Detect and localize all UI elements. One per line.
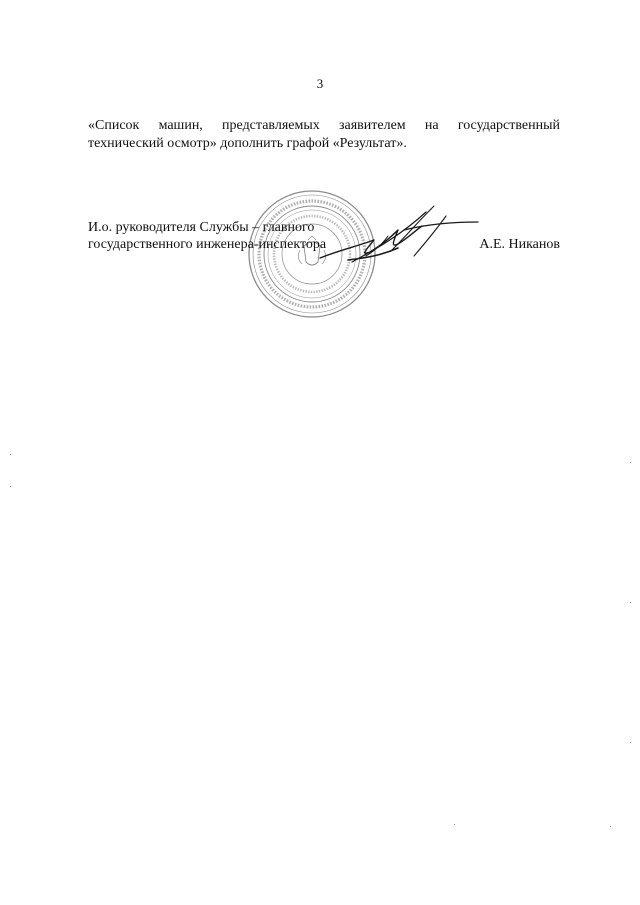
scan-speck <box>10 454 11 455</box>
signer-name: А.Е. Никанов <box>479 237 560 252</box>
body-paragraph <box>88 117 560 153</box>
scan-speck <box>630 462 631 463</box>
scan-speck <box>630 602 631 603</box>
paragraph-line-2: технический осмотр» дополнить графой «Результат». <box>88 136 407 151</box>
scan-speck <box>454 824 455 825</box>
signature-block <box>88 219 560 253</box>
page-number: 3 <box>316 76 324 91</box>
paragraph-line-1: «Список машин, представляемых заявителем на государственный <box>88 118 560 133</box>
scan-speck <box>630 742 631 743</box>
signer-position-line-2: государственного инженера-инспектора <box>88 237 327 252</box>
scan-speck <box>610 826 611 827</box>
signer-position-line-1: И.о. руководителя Службы – главного <box>88 220 315 235</box>
scan-speck <box>10 486 11 487</box>
